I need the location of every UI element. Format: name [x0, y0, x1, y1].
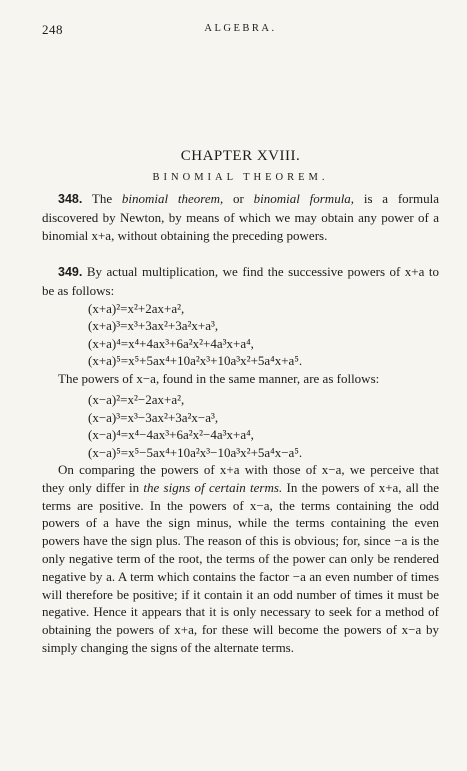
- page-number: 248: [42, 22, 63, 37]
- equation-line: (x+a)⁴=x⁴+4ax³+6a²x²+4a³x+a⁴,: [88, 335, 254, 351]
- equation-line: (x−a)²=x²−2ax+a²,: [88, 392, 185, 408]
- equation-line: (x+a)⁵=x⁵+5ax⁴+10a²x³+10a³x²+5a⁴x+a⁵.: [88, 353, 303, 369]
- comparison-italic: the signs of certain terms.: [143, 479, 283, 495]
- paragraph-348-text-2: or: [223, 191, 254, 206]
- negative-power-equations: [42, 391, 439, 461]
- page-body: [42, 190, 439, 657]
- paragraph-348-italic-1: binomial theorem,: [121, 191, 224, 206]
- paragraph-349-text: By actual multiplication, we find the successive powers of x+a to be as follows:: [42, 264, 439, 299]
- page-header: [42, 22, 439, 38]
- chapter-title: CHAPTER XVIII.: [180, 148, 301, 164]
- comparison-text-1: On comparing the powers of x+a with those of x−a, we perceive that they only differ in: [42, 462, 439, 495]
- comparison-text-2: In the powers of x+a, all the terms are positive. In the powers of x−a, the terms containing the odd powers of a have the sign minus, while the terms containing the even powers have the sign plus. The reason of this is obvious; for, since −a is the only negative term of the root, the terms of the power can only be rendered negative by a. A term which contains the factor −a an even number of times will therefore be positive; if it contain it an odd number of times it must be negative. Hence it appears that it is only necessary to seek for a method of obtaining the powers of x+a, for these will become the powers of x−a by simply changing the signs of the alternate terms.: [42, 479, 439, 655]
- paragraph-348-italic-2: binomial formula,: [253, 191, 355, 206]
- equation-line: (x−a)⁵=x⁵−5ax⁴+10a²x³−10a³x²+5a⁴x−a⁵.: [88, 444, 303, 460]
- paragraph-348-text-1: The: [82, 191, 122, 206]
- section-number-349: 349.: [58, 265, 83, 280]
- equation-line: (x+a)³=x³+3ax²+3a²x+a³,: [88, 318, 219, 334]
- equation-line: (x+a)²=x²+2ax+a²,: [88, 300, 185, 316]
- paragraph-comparison: [42, 461, 439, 657]
- equation-line: (x−a)³=x³−3ax²+3a²x−a³,: [88, 409, 219, 425]
- running-head: ALGEBRA.: [204, 23, 277, 34]
- chapter-subtitle: BINOMIAL THEOREM.: [152, 172, 329, 183]
- paragraph-negative-powers: The powers of x−a, found in the same manner, are as follows:: [58, 370, 380, 386]
- equation-line: (x−a)⁴=x⁴−4ax³+6a²x²−4a³x+a⁴,: [88, 427, 254, 443]
- positive-power-equations: [42, 300, 439, 370]
- section-number-348: 348.: [58, 192, 83, 206]
- paragraph-349: [42, 263, 439, 300]
- paragraph-348: [42, 190, 439, 244]
- paragraph-348-text-3: is a formula discovered by Newton, by means of which we may obtain any power of a binomial x+a, without obtaining the preceding powers.: [42, 191, 439, 243]
